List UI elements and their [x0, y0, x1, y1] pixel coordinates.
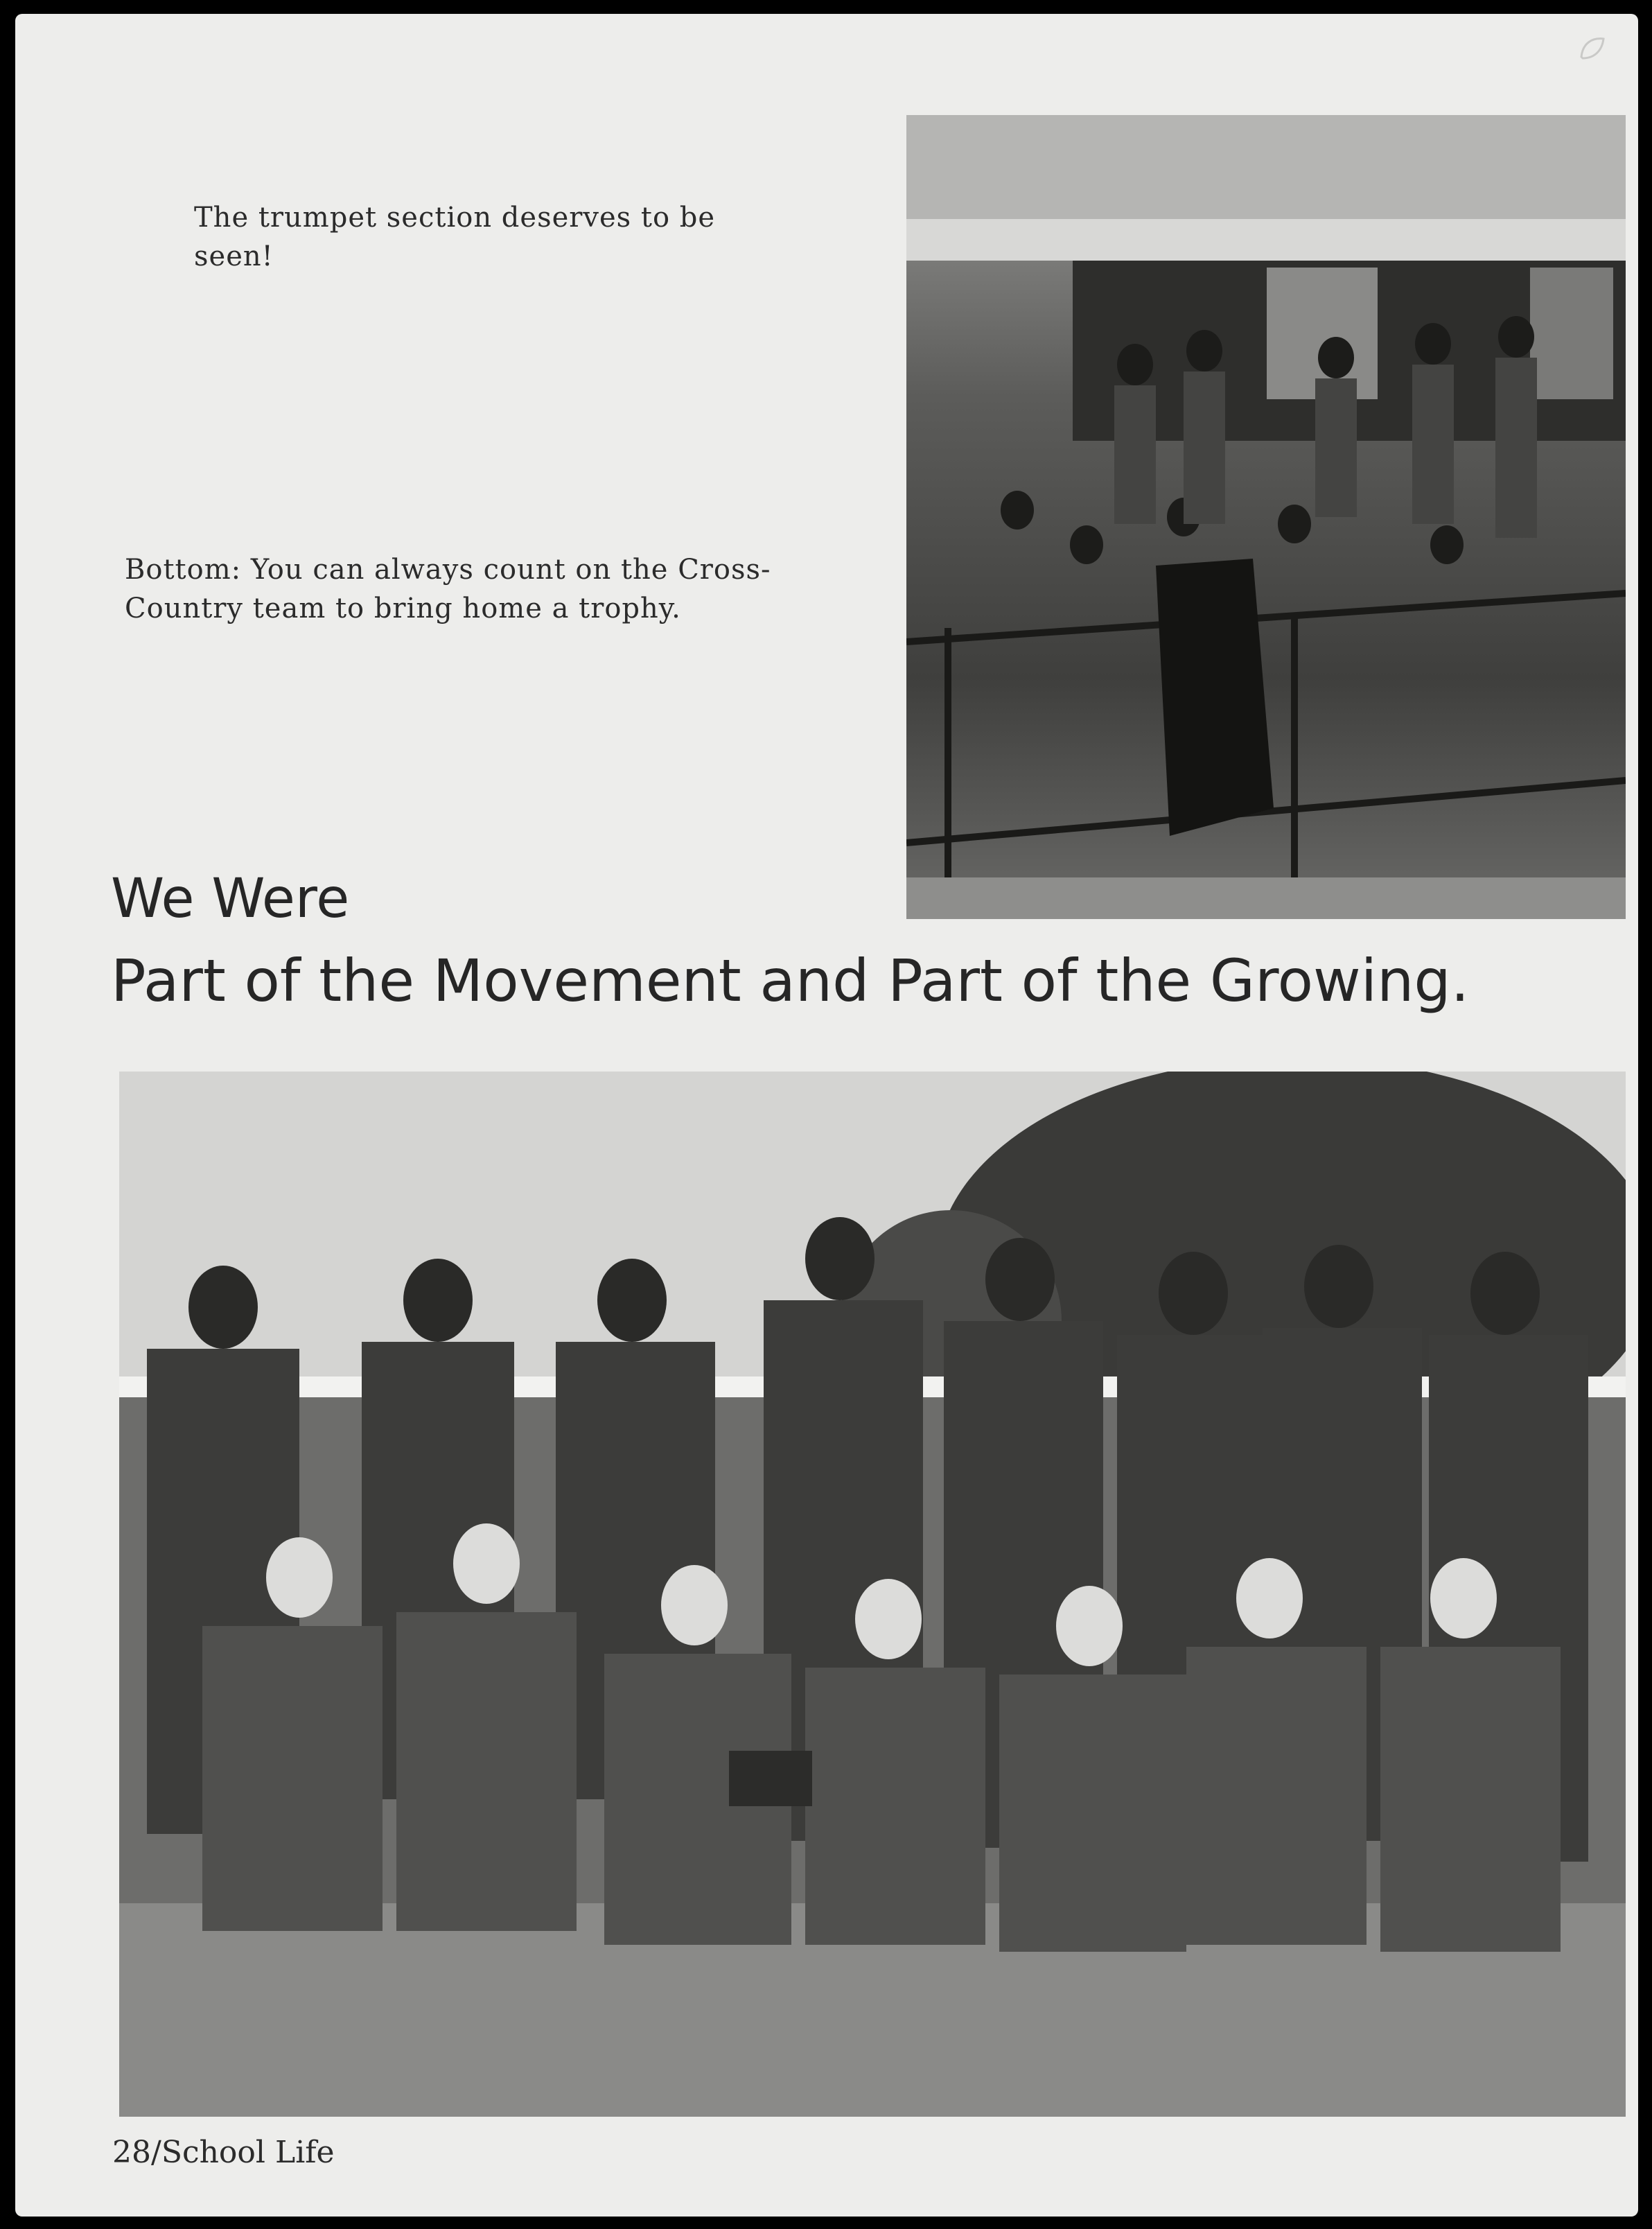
team-photo-caption: Bottom: You can always count on the Cross-Country team to bring home a trophy. — [125, 554, 771, 624]
band-photo — [906, 115, 1626, 919]
team-photo — [119, 1072, 1626, 2117]
headline-line-2: Part of the Movement and Part of the Growing. — [111, 947, 1470, 1015]
leaf-mark-icon — [1577, 33, 1608, 67]
yearbook-page — [15, 14, 1638, 2217]
band-photo-caption: The trumpet section deserves to be seen! — [194, 202, 716, 272]
page-folio: 28/School Life — [112, 2135, 335, 2170]
headline-line-1: We Were — [111, 868, 350, 930]
